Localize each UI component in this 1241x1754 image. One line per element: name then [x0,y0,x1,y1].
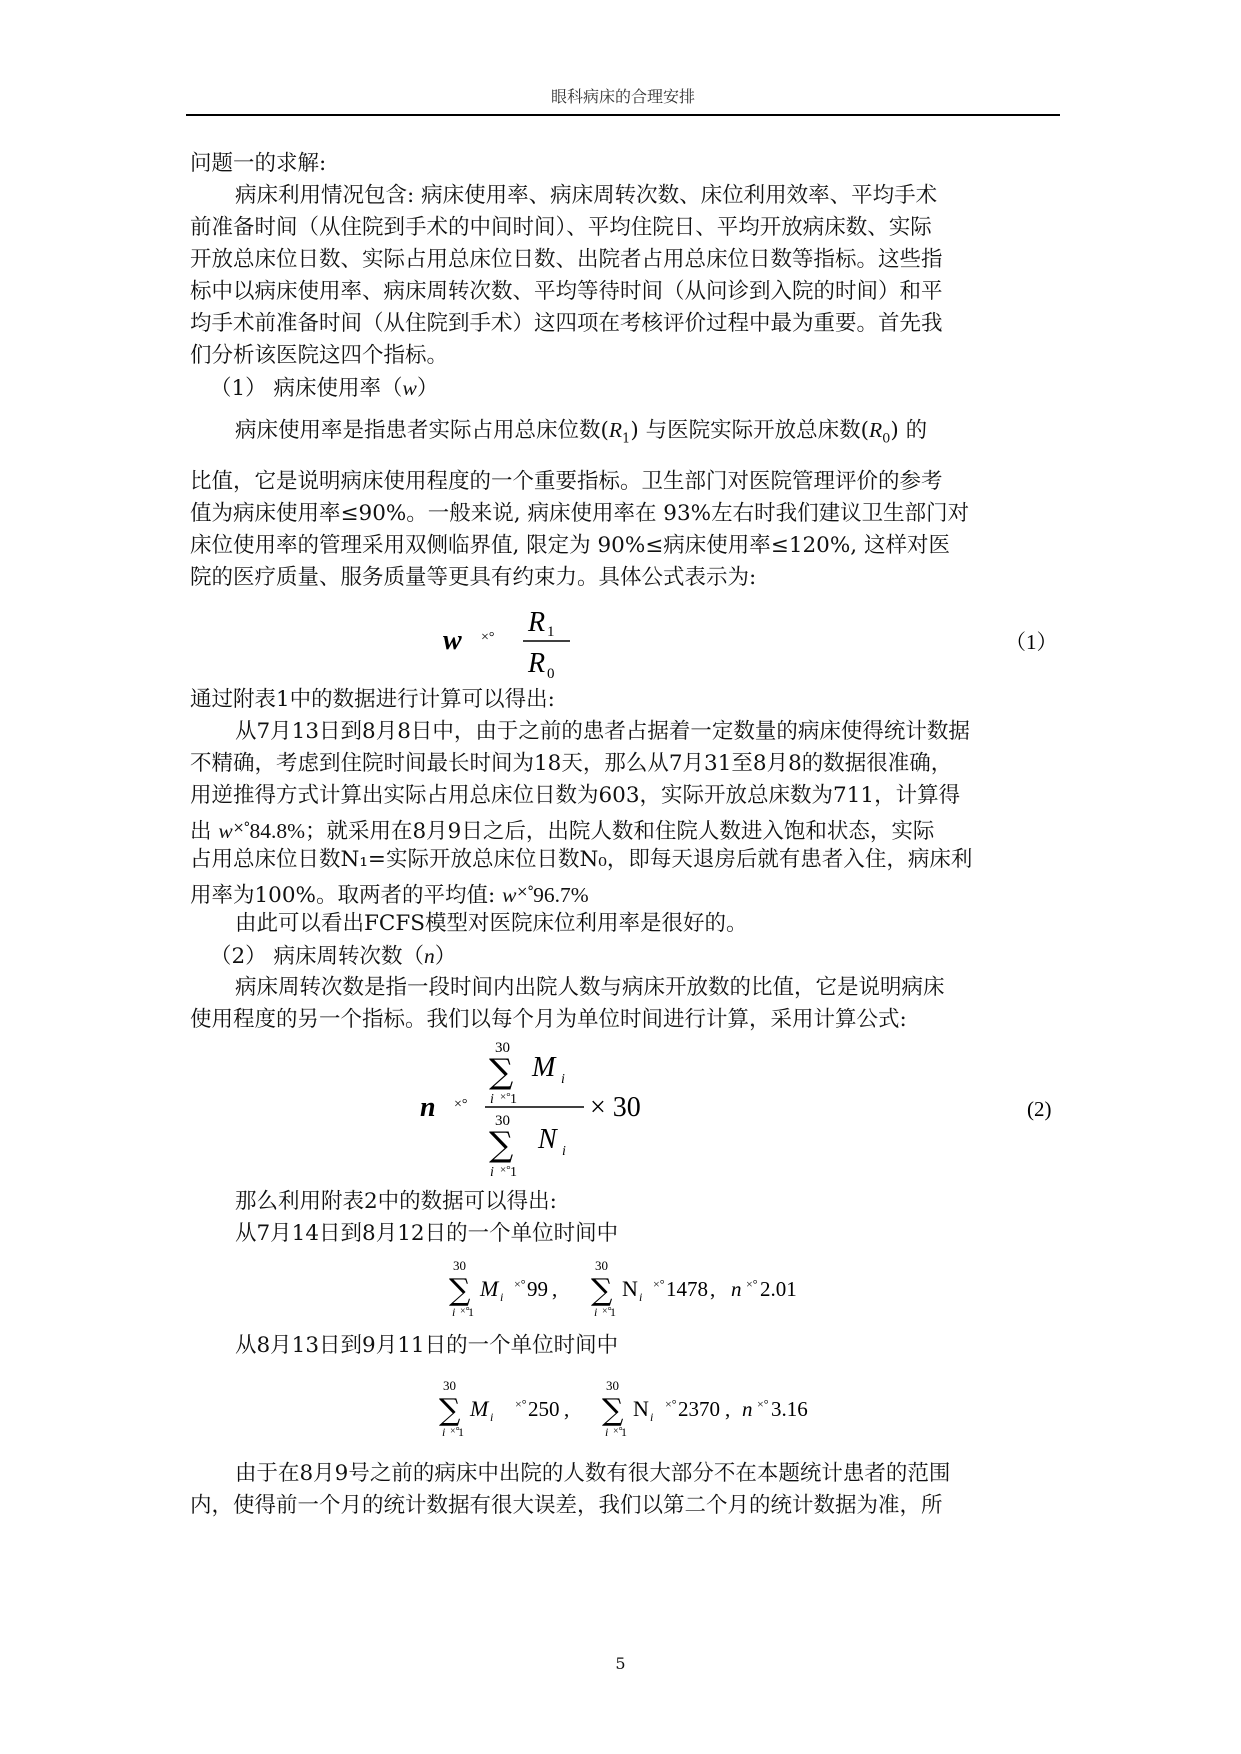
sum-upper: 30 [443,1378,456,1393]
sum-upper: 30 [495,1113,510,1129]
para6-line: 从7月14日到8月12日的一个单位时间中 [235,1221,619,1246]
para3-line: 用逆推得方式计算出实际占用总床位日数为603，实际开放总床数为711，计算得 [190,783,961,808]
sum-lower-eq: ×° [460,1306,470,1317]
para2-first-line: 病床使用率是指患者实际占用总床位数$(R_1)$ 与医院实际开放总床数$(R_0)$ 的 [235,418,928,447]
sum-lower-eq: ×° [500,1164,511,1176]
para1-line: 均手术前准备时间（从住院到手术）这四项在考核评价过程中最为重要。首先我 [190,311,943,336]
result-1-n: 1478 [666,1277,708,1301]
n-lhs: n [742,1397,753,1421]
formula-1 [190,594,1060,684]
sum-upper: 30 [495,1040,510,1056]
n-var: N [633,1396,649,1421]
m-sub: i [490,1410,494,1424]
equals-symbol: ×° [653,1277,665,1291]
para5-line: 病床周转次数是指一段时间内出院人数与病床开放数的比值，它是说明病床 [235,975,945,1000]
denominator-sub: i [562,1144,566,1159]
numerator-var: M [532,1052,556,1083]
formula-2 [190,1036,1060,1186]
para6-line: 那么利用附表2中的数据可以得出: [235,1189,557,1214]
equals-symbol: ×° [514,1277,526,1291]
m-var: M [480,1276,499,1301]
result-1 [190,1250,1060,1330]
sum-lower-var: i [442,1425,446,1439]
sum-sign: ∑ [439,1393,461,1428]
comma: , [564,1397,570,1421]
n-lhs: n [731,1277,742,1301]
sum-lower-var: i [490,1092,494,1107]
sum-sign: ∑ [489,1052,514,1092]
para2-line: 院的医疗质量、服务质量等更具有约束力。具体公式表示为: [190,565,757,590]
para3-line: 不精确，考虑到住院时间最长时间为18天，那么从7月31至8月8的数据很准确， [190,751,953,776]
sum-lower-eq: ×° [613,1426,623,1437]
para1-line: 前准备时间（从住院到手术的中间时间）、平均住院日、平均开放病床数、实际 [190,215,932,240]
para2-line: 值为病床使用率≤90%。一般来说, 病床使用率在 93%左右时我们建议卫生部门对 [190,501,970,526]
para1-line: 们分析该医院这四个指标。 [190,343,449,368]
equals-symbol: ×° [515,1397,527,1411]
equals-symbol: ×° [757,1397,769,1411]
equals-symbol: ×° [665,1397,677,1411]
formula-1-numerator: R [528,607,546,638]
sum-lower-val: 1 [458,1425,464,1439]
equation-number: （1） [1005,630,1058,654]
result-1-m: 99 [527,1277,548,1301]
para8-line: 由于在8月9号之前的病床中出院的人数有很大部分不在本题统计患者的范围 [235,1461,951,1486]
comma: , [725,1397,731,1421]
result-1-svg [190,1250,1060,1330]
item-2-heading: （2） 病床周转次数（n） [210,944,457,969]
comma: , [552,1277,558,1301]
para3-line: 占用总床位日数N₁=实际开放总床位日数N₀，即每天退房后就有患者入住，病床利 [190,847,973,872]
para1-line: 病床利用情况包含: 病床使用率、病床周转次数、床位利用效率、平均手术 [235,183,938,208]
sum-lower-var: i [605,1425,609,1439]
n-var: N [622,1276,638,1301]
page-number: 5 [615,1654,626,1673]
page-body [190,148,1060,1522]
denominator-var: N [538,1124,557,1155]
n-sub: i [650,1410,654,1424]
sum-lower-eq: ×° [602,1306,612,1317]
para8-line: 内，使得前一个月的统计数据有很大误差，我们以第二个月的统计数据为准，所 [190,1493,943,1518]
sum-upper: 30 [606,1378,619,1393]
sum-lower-eq: ×° [450,1426,460,1437]
equation-number: (2) [1027,1097,1052,1121]
sum-sign: ∑ [489,1125,514,1165]
formula-1-num-sub: 1 [547,624,555,640]
para2-line: 床位使用率的管理采用双侧临界值, 限定为 90%≤病床使用率≤120%, 这样对医 [190,533,950,558]
numerator-sub: i [561,1072,565,1087]
formula-1-denominator: R [528,648,546,679]
para3-line: 通过附表1中的数据进行计算可以得出: [190,687,555,712]
sum-upper: 30 [595,1258,608,1273]
para4: 由此可以看出FCFS模型对医院床位利用率是很好的。 [235,911,748,936]
result-1-value: 2.01 [760,1277,797,1301]
sum-lower-var: i [490,1165,494,1180]
header-rule [186,114,1060,116]
m-sub: i [500,1290,504,1304]
para3-line: 从7月13日到8月8日中，由于之前的患者占据着一定数量的病床使得统计数据 [235,719,970,744]
para5-line: 使用程度的另一个指标。我们以每个月为单位时间进行计算，采用计算公式: [190,1007,907,1032]
para2-line: 比值，它是说明病床使用程度的一个重要指标。卫生部门对医院管理评价的参考 [190,469,943,494]
result-2-svg [190,1362,1060,1458]
sum-lower-val: 1 [510,1092,517,1107]
result-2-value: 3.16 [771,1397,808,1421]
comma: , [710,1277,716,1301]
running-header: 眼科病床的合理安排 [550,87,695,106]
sum-lower-val: 1 [610,1305,616,1319]
equals-symbol: ×° [516,884,534,900]
sum-sign: ∑ [591,1273,613,1308]
item-1-heading: （1） 病床使用率（w） [210,376,439,401]
n-sub: i [639,1290,643,1304]
sum-lower-val: 1 [510,1165,517,1180]
m-var: M [470,1396,489,1421]
times-thirty: × 30 [590,1092,641,1123]
para7: 从8月13日到9月11日的一个单位时间中 [235,1333,619,1358]
result-2 [190,1362,1060,1458]
formula-2-svg [190,1036,1060,1186]
section-heading: 问题一的求解: [190,151,327,176]
equals-symbol: ×° [481,630,495,645]
para3-line: 用率为100%。取两者的平均值: w×°96.7% [190,883,589,908]
sum-lower-val: 1 [621,1425,627,1439]
equals-symbol: ×° [232,820,250,836]
sum-lower-val: 1 [468,1305,474,1319]
equals-symbol: ×° [746,1277,758,1291]
sum-sign: ∑ [449,1273,471,1308]
formula-2-lhs: n [420,1092,436,1123]
sum-sign: ∑ [602,1393,624,1428]
formula-1-svg [190,594,1060,684]
result-2-n: 2370 [678,1397,720,1421]
formula-1-den-sub: 0 [547,666,555,682]
para3-line: 出 w×°84.8%；就采用在8月9日之后，出院人数和住院人数进入饱和状态，实际 [190,819,935,844]
sum-lower-var: i [452,1305,456,1319]
result-2-m: 250 [528,1397,560,1421]
sum-upper: 30 [453,1258,466,1273]
sum-lower-eq: ×° [500,1091,511,1103]
formula-1-lhs: w [443,625,462,656]
para1-line: 开放总床位日数、实际占用总床位日数、出院者占用总床位日数等指标。这些指 [190,247,943,272]
para1-line: 标中以病床使用率、病床周转次数、平均等待时间（从问诊到入院的时间）和平 [190,279,943,304]
sum-lower-var: i [594,1305,598,1319]
equals-symbol: ×° [454,1097,468,1112]
